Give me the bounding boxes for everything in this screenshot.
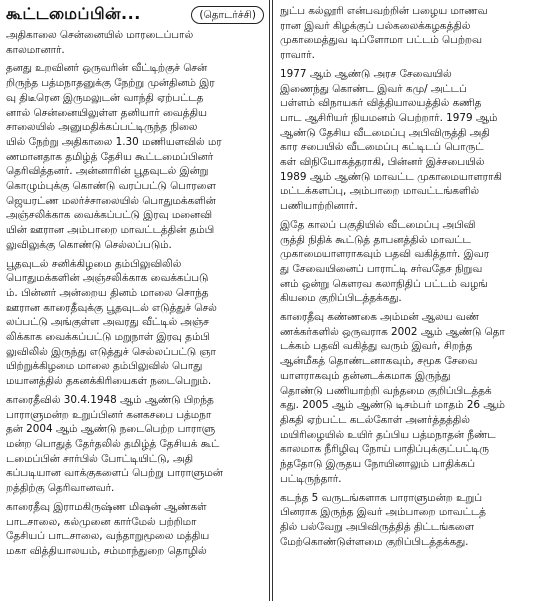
paragraph: 1977 ஆம் ஆண்டு அரச சேவையில் இணைந்து கொண்ட இவர் கமு/ அட்டப் பள்ளம் விநாயகர் வித்தியாலயத்தில் கணித பாட ஆசிரியர் நியமனம் பெற்றார். 1979 ஆம் ஆண்டு தேசிய வீடமைப்பு அபிவிருத்தி அதி கார சபையில் வீடமைப்பு கட்டிடப் பொருட் கள் விநியோகத்தராகி, பின்னர் இச்சபையில் 1989 ஆம் ஆண்டு மாவட்ட முகாமையாளராகி மட்டக்களப்பு, அம்பாறை மாவட்டங்களில் பணியாற்றினார். (280, 67, 502, 213)
right-column (274, 0, 541, 601)
column-divider (269, 0, 273, 601)
paragraph: இதே காலப் பகுதியில் வீடமைப்பு அபிவி ருத்தி நிதிக் கூட்டுத் தாபனத்தில் மாவட்ட முகாமையாளராகவும் பதவி வகித்தார். இவர து சேவையினைப் பாராட்டி சர்வதேச நிறுவ னம் ஒன்று கௌரவ கலாநிதிப் பட்டம் வழங் கியமை குறிப்பிடத்தக்கது. (280, 218, 490, 305)
paragraph: அதிகாலை சென்னையில் மாரடைப்பால் காலமானார். (6, 29, 194, 56)
paragraph: காரைதீவு இராமகிருஷ்ண மிஷன் ஆண்கள் பாடசாலை, கல்முனை கார்மேல் பற்றிமா தேசியப் பாடசாலை, வந்தாறுமூலை மத்திய மகா வித்தியாலயம், சம்மாந்துறை தொழில் (6, 500, 210, 557)
paragraph: பூதவுடல் சனிக்கிழமை தம்பிலுவிலில் பொதுமக்களின் அஞ்சலிக்காக வைக்கப்படு ம். பின்னர் அன்றைய தினம் மாலை சொந்த ஊரான காரைதீவுக்கு பூதவுடல் எடுத்துச் செல் லப்பட்டு அங்குள்ள அவரது வீட்டில் அஞ்ச லிக்காக வைக்கப்பட்டு மறுநாள் இரவு தம்பி லுவிலில் இருந்து எடுத்துச் செல்லப்பட்டு ஞா யிற்றுக்கிழமை மாலை தம்பிலுவில் பொது மயானத்தில் தகனக்கிரியைகள் நடைபெறும். (6, 257, 217, 388)
paragraph: கடந்த 5 வருடங்களாக பாராளுமன்ற உறுப் பினராக இருந்த இவர் அம்பாறை மாவட்டத் தில் பல்வேறு அபிவிருத்தித் திட்டங்களை மேற்கொண்டுள்ளமை குறிப்பிடத்தக்கது. (280, 491, 486, 548)
paragraph: நுட்ப கல்லூரி என்பவற்றின் பழைய மாணவ ரான இவர் கிழக்குப் பல்கலைக்கழகத்தில் முகாமைத்துவ டிப்ளோமா பட்டம் பெற்றவ ராவார். (280, 5, 488, 62)
left-column (0, 0, 268, 601)
continued-tag: (தொடர்ச்சி) (191, 6, 264, 24)
paragraph: தனது உறவினர் ஒருவரின் வீட்டிற்குச் சென் றிருந்த பத்மநாதனுக்கு நேற்று முன்தினம் இர வு திடீரென இருமலுடன் வாந்தி ஏற்பட்டத னால் சென்னையிலுள்ள தனியார் வைத்திய சாலையில் அனுமதிக்கப்பட்டிருந்த நிலை யில் நேற்று அதிகாலை 1.30 மணியளவில் மர ணமானதாக தமிழ்த் தேசிய கூட்டமைப்பினர் தெரிவித்தனர். அன்னாரின் பூதவுடல் இன்று கொழும்புக்கு கொண்டு வரப்பட்டு பொரளை ஜெயரட்ண மலர்ச்சாலையில் பொதுமக்களின் அஞ்சலிக்காக வைக்கப்பட்டு இரவு மனைவி யின் ஊரான அம்பாறை மாவட்டத்தின் தம்பி லுவிலுக்கு கொண்டு செல்லப்படும். (6, 62, 222, 251)
paragraph: காரைதீவில் 30.4.1948 ஆம் ஆண்டு பிறந்த பாராளுமன்ற உறுப்பினர் கனகசபை பத்மநா தன் 2004 ஆம் ஆண்டு நடைபெற்ற பாராளு மன்ற பொதுத் தேர்தலில் தமிழ்த் தேசியக் கூட் டமைப்பின் சார்பில் போட்டியிட்டு, அதி கப்படியான வாக்குகளைப் பெற்று பாராளுமன் றத்திற்கு தெரிவானவர். (6, 393, 223, 495)
article-heading: கூட்டமைப்பின்... (6, 4, 141, 23)
article-header (6, 4, 264, 25)
paragraph: காரைதீவு கண்ணகை அம்மன் ஆலய வண் ணக்கர்களில் ஒருவராக 2002 ஆம் ஆண்டு தொ டக்கம் பதவி வகித்து வரும் இவர், சிறந்த ஆன்மீகத் தொண்டனாகவும், சமூக சேவை யாளராகவும் தன்னடக்கமாக இருந்து தொண்டு பணியாற்றி வந்தமை குறிப்பிடத்தக் கது. 2005 ஆம் ஆண்டு டிசம்பர் மாதம் 26 ஆம் திகதி ஏற்பட்ட கடல்கோள் அனர்த்தத்தில் மயிரிழையில் உயிர் தப்பிய பத்மநாதன் நீண்ட காலமாக நீரிழிவு நோய் பாதிப்புக்குட்பட்டிரு ந்ததோடு இருதய நோயினாலும் பாதிக்கப் பட்டிருந்தார். (280, 311, 505, 485)
